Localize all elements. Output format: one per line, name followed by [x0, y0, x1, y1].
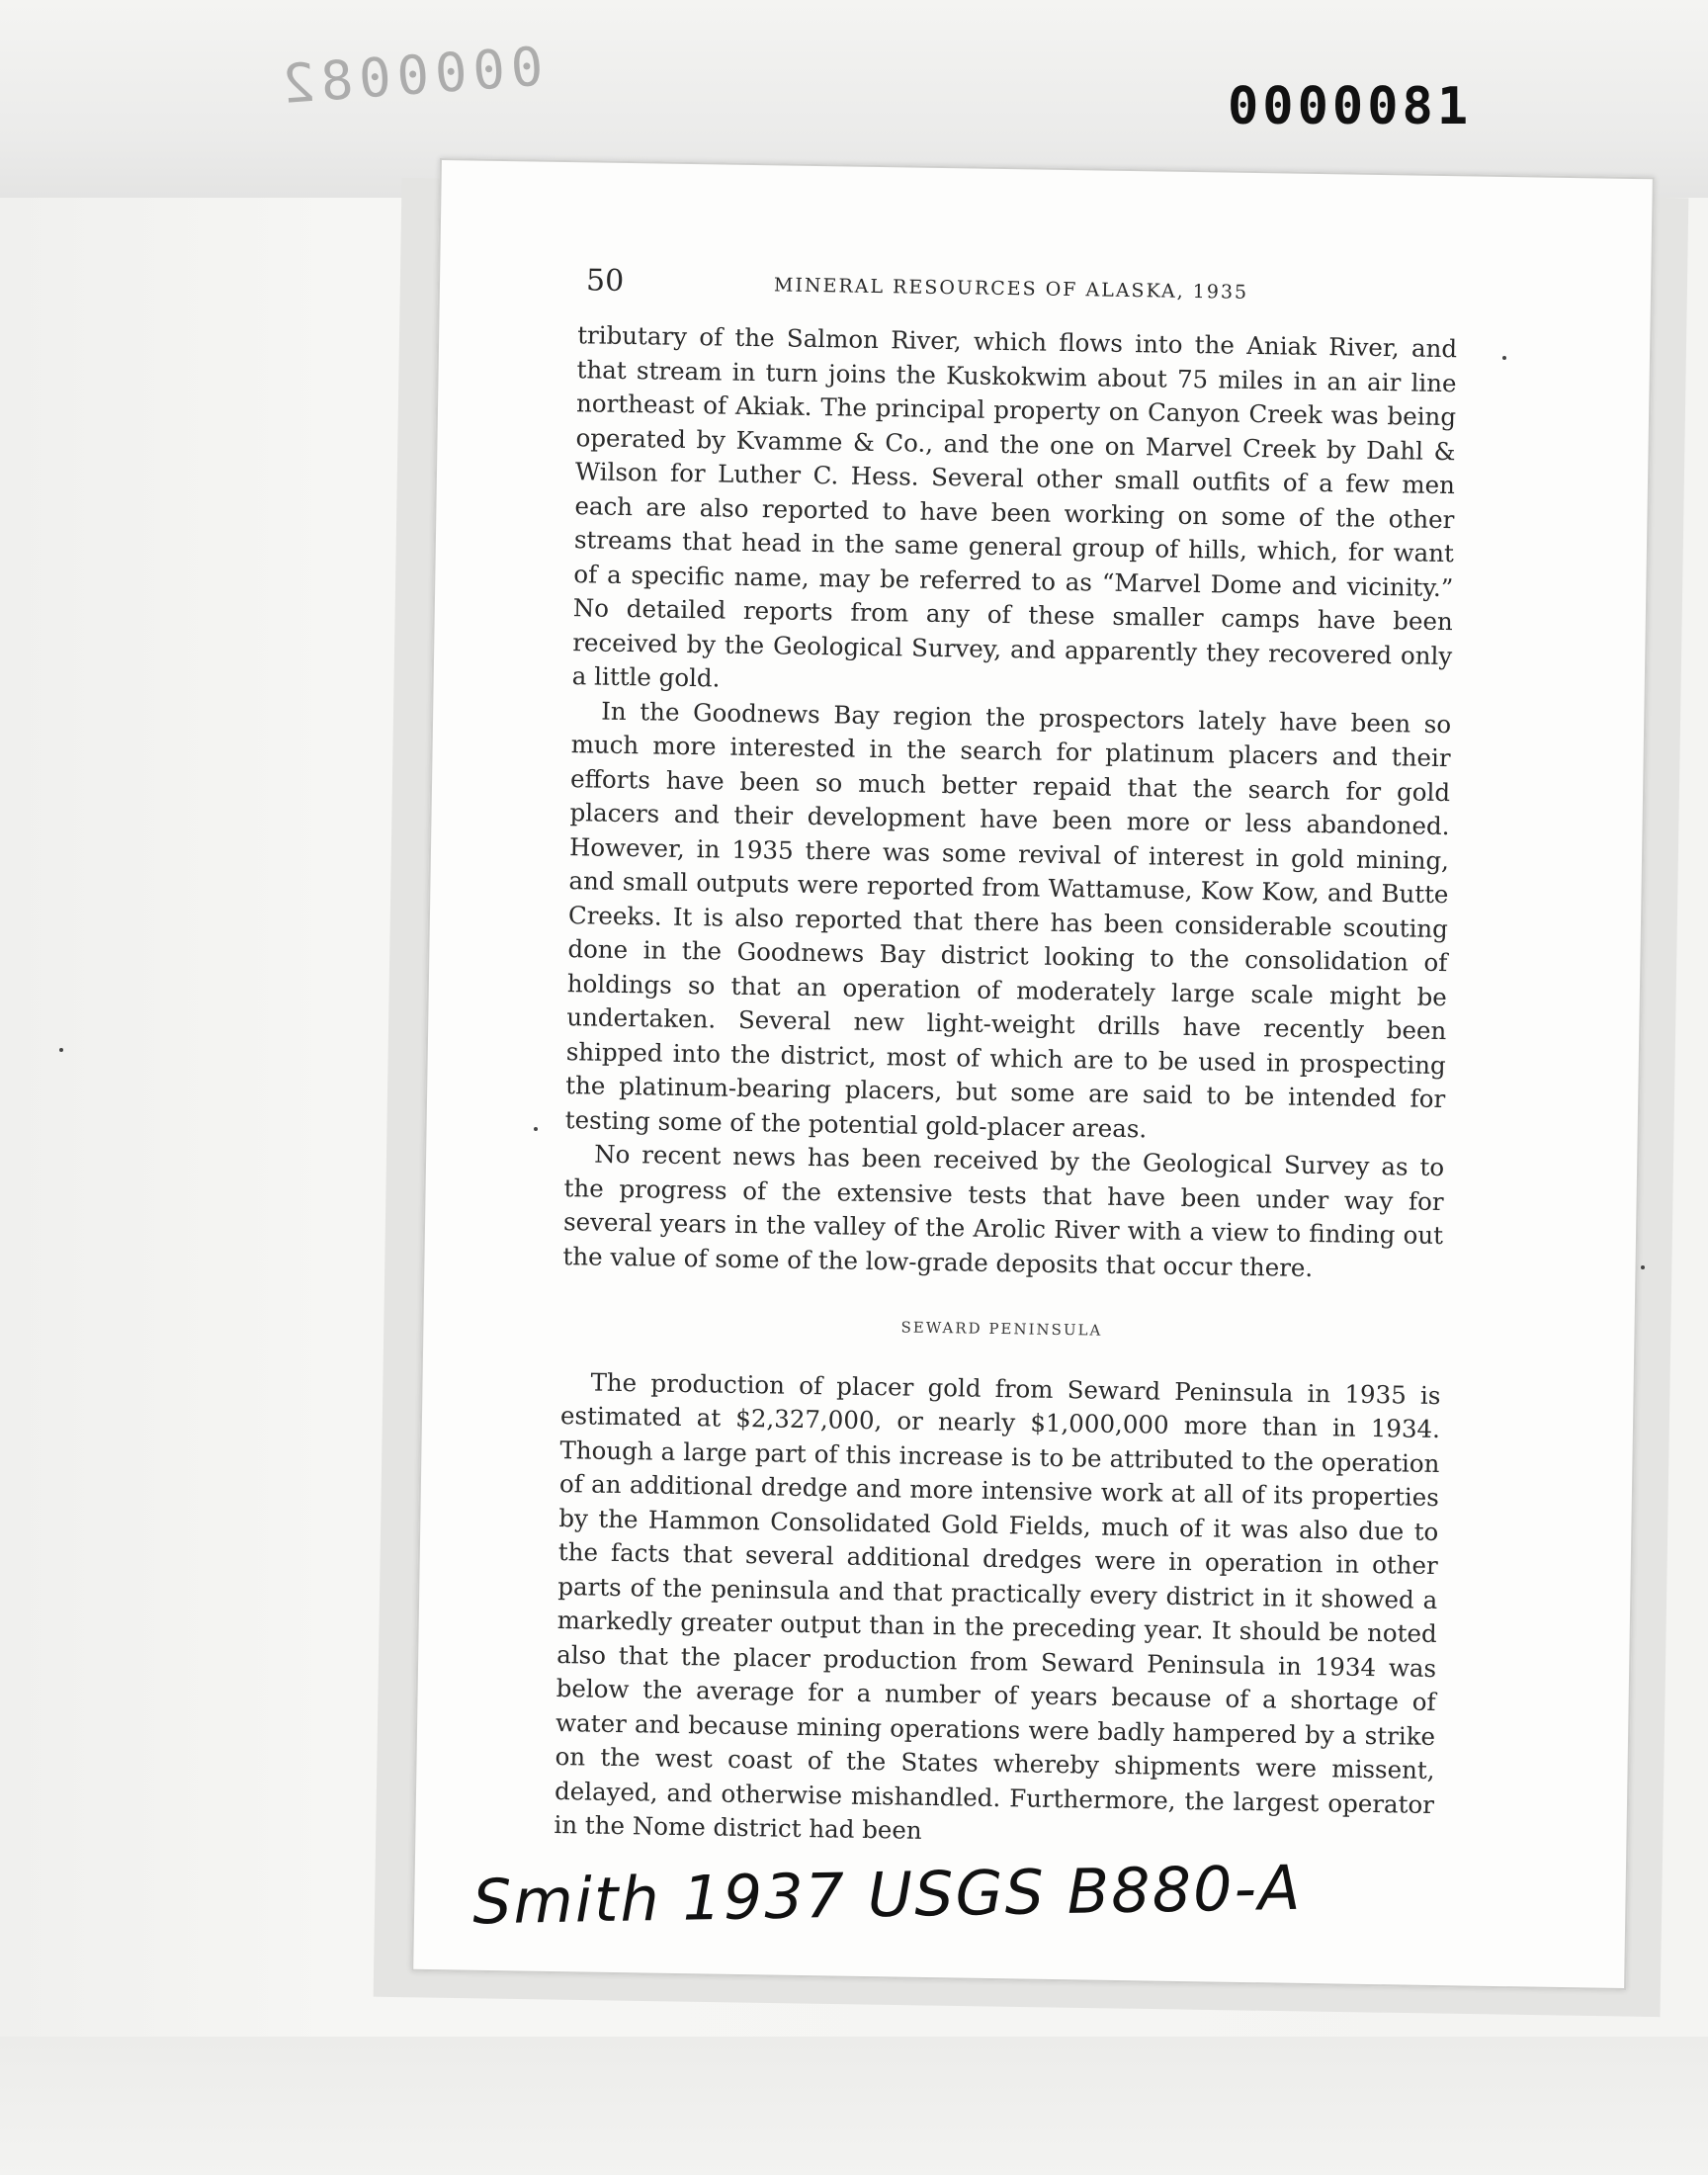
bleed-through-number: 0000082: [275, 35, 546, 117]
paragraph-seward-peninsula: The production of placer gold from Seward Peninsula in 1935 is estimated at $2,327,000, or nearly $1,000,000 more than in 1934. Though a large part of this increase is to be attributed to the operation of an additional dredge and more intensive work at all of its properties by the Hammon Consolidated Gold Fields, much of it was also due to the facts that several additional dredges were in operation in other parts of the peninsula and that practically every district in it showed a markedly greater output than in the preceding year. It should be noted also that the placer production from Seward Peninsula in 1934 was below the average for a number of years because of a shortage of water and because mining operations were badly hampered by a strike on the west coast of the States whereby shipments were missent, delayed, and otherwise mishandled. Furthermore, the largest operator in the Nome district had been: [554, 1367, 1441, 1845]
paragraph-goodnews-bay: In the Goodnews Bay region the prospectors lately have been so much more interested in the search for platinum placers and their efforts have been so much better repaid that the search for gold placers and their development have been more or less abandoned. However, in 1935 there was some revival of interest in gold mining, and small outputs were reported from Wattamuse, Kow Kow, and Butte Creeks. It is also reported that there has been considerable scouting done in the Goodnews Bay district looking to the consolidation of holdings so that an operation of moderately large scale might be undertaken. Several new light-weight drills have recently been shipped into the district, most of which are to be used in prospecting the platinum-bearing placers, but some are said to be intended for testing some of the potential gold-placer areas.: [564, 696, 1452, 1143]
handwritten-citation: Smith 1937 USGS B880-A: [471, 1851, 1303, 1939]
book-page: [411, 158, 1655, 1990]
page-header: [586, 263, 1516, 317]
scan-speck: [59, 1048, 63, 1052]
running-head: MINERAL RESOURCES OF ALASKA, 1935: [773, 274, 1249, 304]
page-body: [554, 318, 1457, 1856]
scan-bottom-shadow: [0, 2037, 1708, 2175]
scan-speck: [1502, 356, 1506, 360]
stamped-document-number: 0000081: [1228, 77, 1473, 136]
scan-speck: [534, 1127, 538, 1131]
scan-speck: [1641, 1265, 1645, 1269]
paragraph-continuation: tributary of the Salmon River, which flows into the Aniak River, and that stream in turn joins the Kuskokwim about 75 miles in an air line northeast of Akiak. The principal property on Canyon Creek was being operated by Kvamme & Co., and the one on Marvel Creek by Dahl & Wilson for Luther C. Hess. Several other small outfits of a few men each are also reported to have been working on some of the other streams that head in the same general group of hills, which, for want of a specific name, may be referred to as “Marvel Dome and vicinity.” No detailed reports from any of these smaller camps have been received by the Geological Survey, and apparently they recovered only a little gold.: [571, 320, 1458, 693]
section-heading: SEWARD PENINSULA: [900, 1318, 1103, 1340]
paragraph-arolic-river: No recent news has been received by the Geological Survey as to the progress of the extensive tests that have been under way for several years in the valley of the Arolic River with a view to finding out the value of some of the low-grade deposits that occur there.: [562, 1139, 1445, 1282]
page-number: 50: [585, 263, 625, 299]
